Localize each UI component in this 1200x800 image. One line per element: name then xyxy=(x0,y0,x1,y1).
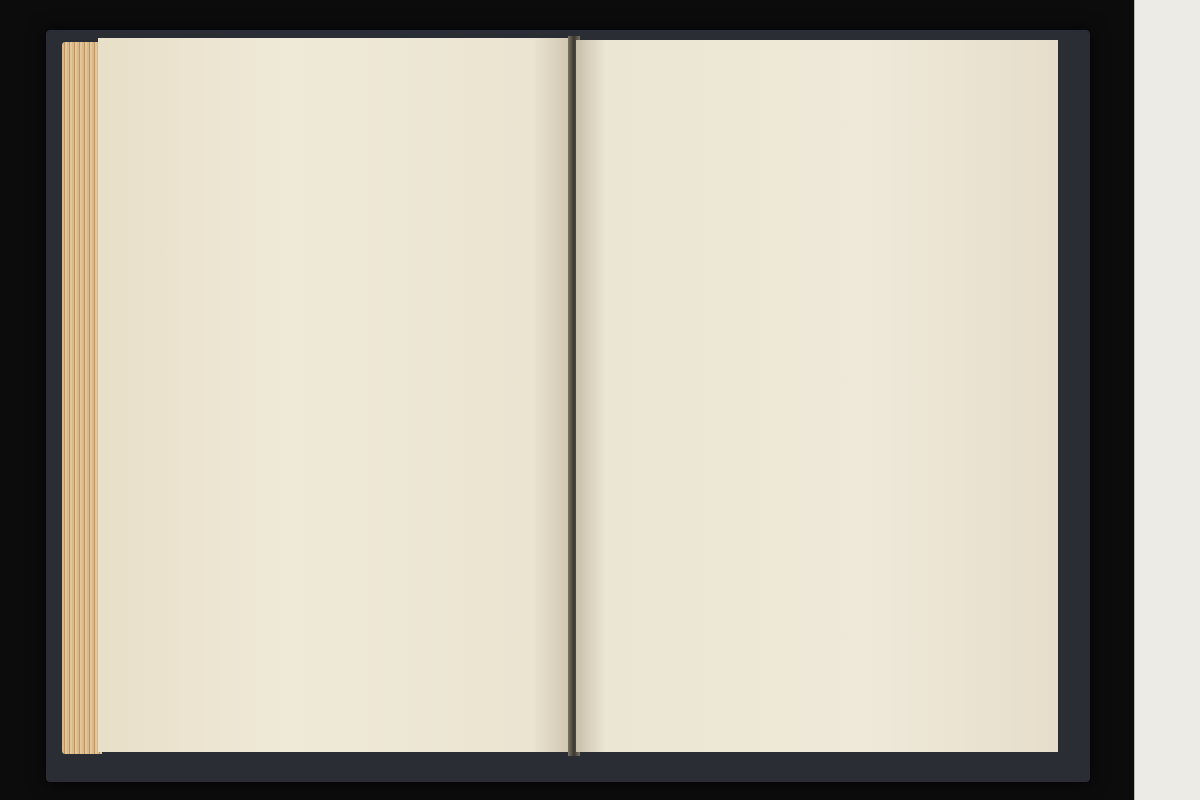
page-edges xyxy=(62,42,102,754)
left-page xyxy=(98,38,570,752)
measurement-ruler xyxy=(1134,0,1200,800)
right-page xyxy=(576,40,1058,752)
